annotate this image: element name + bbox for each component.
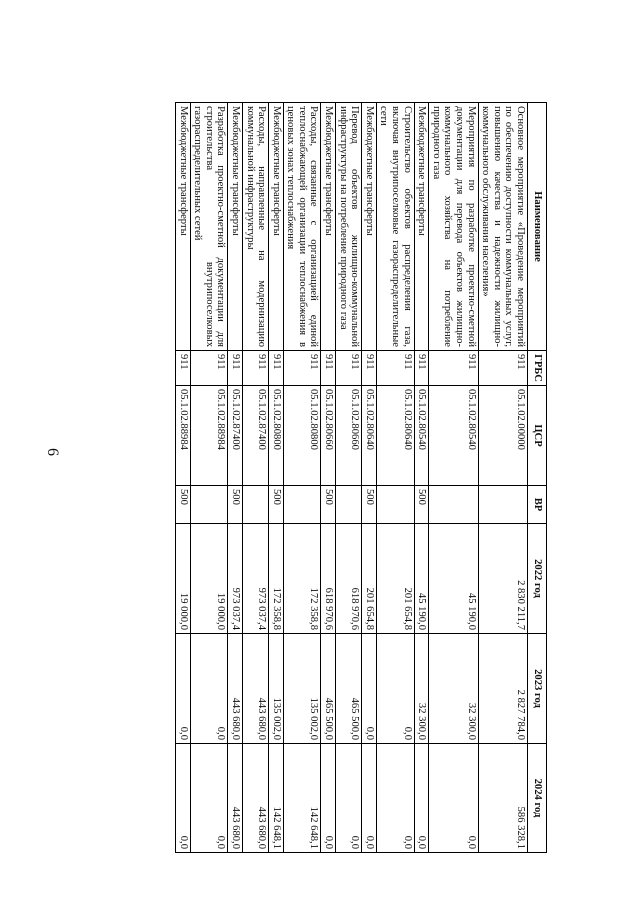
- cell-name: Расходы, связанные с организацией единой теплоснабжающей организации теплоснабжения в ценовых зонах теплоснабжения: [283, 103, 321, 351]
- cell-2024: 142 648,1: [269, 744, 284, 853]
- table-row: [242, 103, 268, 853]
- cell-csr: 05.1.02.80660: [336, 386, 362, 486]
- cell-2024: 0,0: [190, 744, 228, 853]
- cell-csr: 05.1.02.80640: [376, 386, 414, 486]
- cell-vr: 500: [175, 486, 190, 524]
- cell-2023: 443 680,0: [228, 634, 243, 744]
- cell-2024: 586 328,1: [478, 744, 527, 853]
- cell-name: Разработка проектно-сметной документации для строительства внутрипоселковых газораспределительных сетей: [190, 103, 228, 351]
- cell-vr: 500: [269, 486, 284, 524]
- cell-2023: 0,0: [175, 634, 190, 744]
- cell-name: Мероприятия по разработке проектно-сметной документации для перевода объектов жилищно-коммунального хозяйства на потребление природного газа: [429, 103, 478, 351]
- cell-grbs: 911: [321, 351, 336, 386]
- cell-name: Межбюджетные трансферты: [175, 103, 190, 351]
- table-row: [283, 103, 321, 853]
- cell-csr: 05.1.02.80660: [321, 386, 336, 486]
- cell-2022: 973 037,4: [242, 524, 268, 634]
- table-row: [269, 103, 284, 853]
- header-2023: 2023 год: [528, 634, 547, 744]
- cell-vr: 500: [362, 486, 377, 524]
- cell-2023: 135 002,0: [269, 634, 284, 744]
- cell-csr: 05.1.02.80640: [362, 386, 377, 486]
- cell-csr: 05.1.02.80540: [429, 386, 478, 486]
- cell-grbs: 911: [175, 351, 190, 386]
- table-row: [190, 103, 228, 853]
- cell-2024: 0,0: [362, 744, 377, 853]
- cell-2022: 172 358,8: [269, 524, 284, 634]
- cell-name: Межбюджетные трансферты: [362, 103, 377, 351]
- cell-2022: 2 830 211,7: [478, 524, 527, 634]
- header-2024: 2024 год: [528, 744, 547, 853]
- cell-grbs: 911: [283, 351, 321, 386]
- cell-2024: 0,0: [414, 744, 429, 853]
- cell-grbs: 911: [242, 351, 268, 386]
- cell-vr: [376, 486, 414, 524]
- table-row: [414, 103, 429, 853]
- cell-vr: [283, 486, 321, 524]
- cell-2022: 45 190,0: [429, 524, 478, 634]
- cell-grbs: 911: [190, 351, 228, 386]
- cell-vr: [242, 486, 268, 524]
- header-2022: 2022 год: [528, 524, 547, 634]
- cell-vr: [429, 486, 478, 524]
- cell-2022: 19 000,0: [190, 524, 228, 634]
- cell-vr: 500: [321, 486, 336, 524]
- cell-2024: 443 680,0: [228, 744, 243, 853]
- cell-csr: 05.1.02.87400: [242, 386, 268, 486]
- cell-2024: 0,0: [321, 744, 336, 853]
- cell-name: Перевод объектов жилищно-коммунальной инфраструктуры на потребление природного газа: [336, 103, 362, 351]
- table-row: [175, 103, 190, 853]
- table-row: [478, 103, 527, 853]
- cell-2024: 0,0: [376, 744, 414, 853]
- cell-vr: 500: [228, 486, 243, 524]
- cell-2024: 142 648,1: [283, 744, 321, 853]
- cell-grbs: 911: [429, 351, 478, 386]
- header-grbs: ГРБС: [528, 351, 547, 386]
- cell-vr: [190, 486, 228, 524]
- cell-csr: 05.1.02.80800: [283, 386, 321, 486]
- cell-grbs: 911: [376, 351, 414, 386]
- cell-grbs: 911: [478, 351, 527, 386]
- cell-2024: 443 680,0: [242, 744, 268, 853]
- header-csr: ЦСР: [528, 386, 547, 486]
- table-row: [376, 103, 414, 853]
- cell-2024: 0,0: [175, 744, 190, 853]
- cell-2023: 443 680,0: [242, 634, 268, 744]
- cell-2023: 32 300,0: [429, 634, 478, 744]
- cell-name: Строительство объектов распределения газа, включая внутрипоселковые газораспределительные сети: [376, 103, 414, 351]
- table-row: [336, 103, 362, 853]
- cell-2023: 135 002,0: [283, 634, 321, 744]
- cell-2024: 0,0: [336, 744, 362, 853]
- cell-grbs: 911: [228, 351, 243, 386]
- budget-table: [175, 102, 547, 853]
- cell-vr: 500: [414, 486, 429, 524]
- table-row: [362, 103, 377, 853]
- cell-2024: 0,0: [429, 744, 478, 853]
- cell-2023: 465 500,0: [321, 634, 336, 744]
- cell-vr: [478, 486, 527, 524]
- table-row: [321, 103, 336, 853]
- cell-2023: 0,0: [376, 634, 414, 744]
- cell-2022: 618 970,6: [321, 524, 336, 634]
- cell-2022: 201 654,8: [376, 524, 414, 634]
- cell-2022: 973 037,4: [228, 524, 243, 634]
- cell-grbs: 911: [269, 351, 284, 386]
- cell-csr: 05.1.02.88984: [190, 386, 228, 486]
- table-row: [228, 103, 243, 853]
- cell-name: Межбюджетные трансферты: [228, 103, 243, 351]
- cell-csr: 05.1.02.80540: [414, 386, 429, 486]
- cell-2022: 19 000,0: [175, 524, 190, 634]
- cell-2023: 2 827 784,0: [478, 634, 527, 744]
- header-vr: ВР: [528, 486, 547, 524]
- cell-name: Расходы, направленные на модернизацию коммунальной инфраструктуры: [242, 103, 268, 351]
- cell-vr: [336, 486, 362, 524]
- cell-2023: 0,0: [362, 634, 377, 744]
- cell-csr: 05.1.02.80800: [269, 386, 284, 486]
- table-row: [429, 103, 478, 853]
- cell-2022: 45 190,0: [414, 524, 429, 634]
- header-name: Наименование: [528, 103, 547, 351]
- cell-grbs: 911: [414, 351, 429, 386]
- budget-table-rotated: [101, 102, 547, 852]
- page-number: 6: [44, 448, 61, 456]
- cell-name: Основное мероприятие «Проведение мероприятий по обеспечению доступности коммунальных услуг, повышению качества и надежности жилищно-коммунального обслуживания населения»: [478, 103, 527, 351]
- cell-2023: 465 500,0: [336, 634, 362, 744]
- cell-2023: 0,0: [190, 634, 228, 744]
- cell-2022: 201 654,8: [362, 524, 377, 634]
- cell-2023: 32 300,0: [414, 634, 429, 744]
- cell-csr: 05.1.02.87400: [228, 386, 243, 486]
- cell-grbs: 911: [362, 351, 377, 386]
- cell-2022: 618 970,6: [336, 524, 362, 634]
- cell-name: Межбюджетные трансферты: [269, 103, 284, 351]
- cell-grbs: 911: [336, 351, 362, 386]
- table-header-row: [528, 103, 547, 853]
- cell-csr: 05.1.02.88984: [175, 386, 190, 486]
- cell-2022: 172 358,8: [283, 524, 321, 634]
- cell-name: Межбюджетные трансферты: [414, 103, 429, 351]
- cell-name: Межбюджетные трансферты: [321, 103, 336, 351]
- cell-csr: 05.1.02.00000: [478, 386, 527, 486]
